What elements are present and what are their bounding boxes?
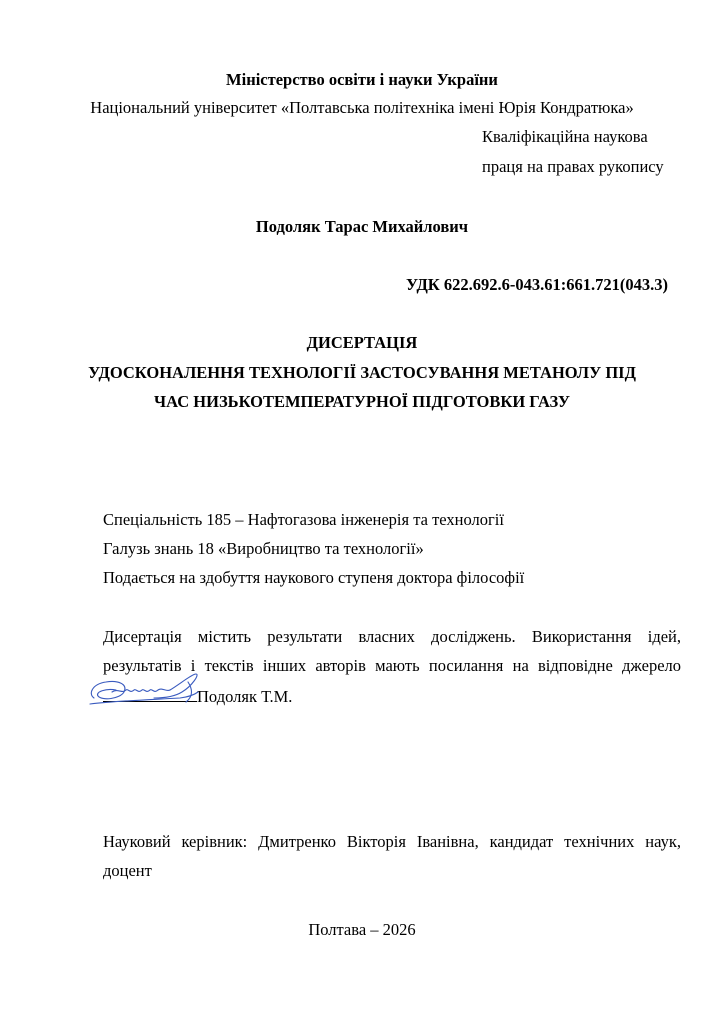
place-year: Полтава – 2026 [308, 920, 416, 939]
signer-name: Подоляк Т.М. [197, 687, 293, 706]
document-type: ДИСЕРТАЦІЯ [306, 333, 418, 352]
thesis-title-line2: ЧАС НИЗЬКОТЕМПЕРАТУРНОЇ ПІДГОТОВКИ ГАЗУ [154, 392, 570, 411]
manuscript-note-line1: Кваліфікаційна наукова [482, 127, 648, 146]
ministry-heading: Міністерство освіти і науки України [226, 70, 498, 89]
udc-code: УДК 622.692.6-043.61:661.721(043.3) [406, 275, 668, 294]
field-of-knowledge-line: Галузь знань 18 «Виробництво та технології» [103, 539, 424, 558]
manuscript-note-line2: праця на правах рукопису [482, 157, 664, 176]
specialty-line: Спеціальність 185 – Нафтогазова інженерія та технології [103, 510, 504, 529]
signature-icon [84, 668, 204, 710]
university-name: Національний університет «Полтавська політехніка імені Юрія Кондратюка» [90, 98, 634, 117]
declaration-line2: результатів і текстів інших авторів мають посилання на відповідне джерело [103, 656, 681, 675]
author-name: Подоляк Тарас Михайлович [255, 217, 469, 236]
thesis-title-line1: УДОСКОНАЛЕННЯ ТЕХНОЛОГІЇ ЗАСТОСУВАННЯ МЕТАНОЛУ ПІД [88, 363, 636, 382]
supervisor-line2: доцент [103, 861, 152, 880]
declaration-line1: Дисертація містить результати власних досліджень. Використання ідей, [103, 627, 681, 646]
supervisor-line1: Науковий керівник: Дмитренко Вікторія Іванівна, кандидат технічних наук, [103, 832, 681, 851]
degree-line: Подається на здобуття наукового ступеня доктора філософії [103, 568, 525, 587]
